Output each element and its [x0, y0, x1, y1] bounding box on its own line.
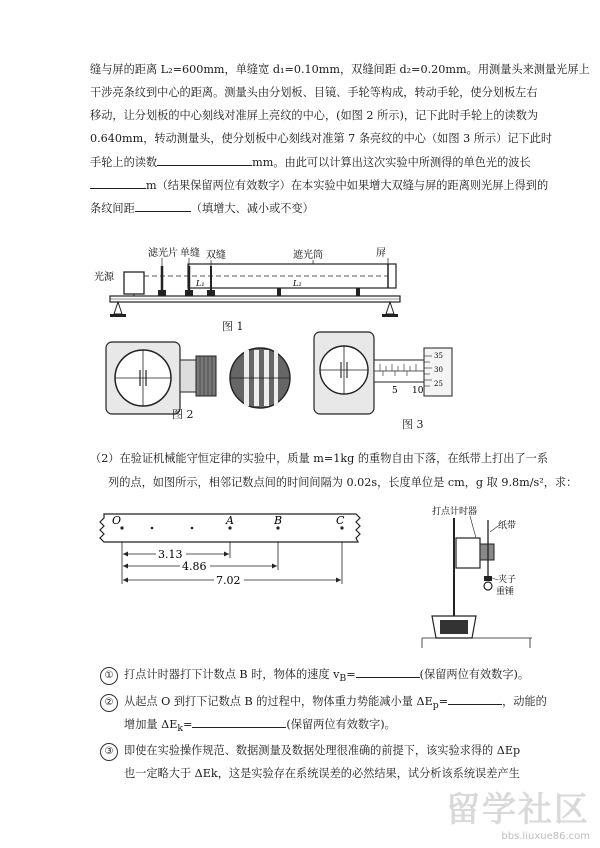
label-shade-tube: 遮光筒	[293, 250, 323, 261]
paper-tape-figure	[96, 508, 366, 590]
text: ，动能的	[502, 695, 547, 708]
question-2-line: 列的点，如图所示，相邻记数点间的时间间隔为 0.02s，长度单位是 cm，g 取 9.8m/s²，求：	[108, 476, 578, 489]
label-b: B	[274, 514, 283, 527]
label-tape: 纸带	[498, 521, 517, 531]
label-d2: 4.86	[182, 560, 207, 573]
text: 即使在实验操作规范、数据测量及数据处理很准确的前提下，该实验求得的 ΔEp	[124, 744, 521, 757]
figure-3-caption: 图 3	[402, 418, 424, 431]
label-a: A	[226, 514, 234, 527]
text: （填增大、减小或不变）	[190, 202, 314, 215]
item-number: ①	[100, 667, 118, 685]
answer-blank[interactable]	[448, 693, 502, 705]
hand-wheel	[196, 356, 216, 396]
text: =	[346, 668, 356, 681]
sub-question-3-cont	[124, 766, 520, 781]
answer-blank[interactable]	[90, 177, 146, 189]
figure-2-measuring-head	[104, 338, 304, 418]
clip	[484, 576, 492, 581]
bench-foot	[386, 302, 394, 314]
answer-blank[interactable]	[157, 154, 252, 166]
text: m（结果保留两位有效数字）在本实验中如果增大双缝与屏的距离则光屏上得到的	[146, 179, 549, 192]
label-o: O	[112, 514, 122, 527]
ticker-timer	[456, 538, 480, 568]
figure-1-caption: 图 1	[222, 320, 244, 333]
label-c: C	[336, 514, 345, 527]
figure-2-caption: 图 2	[172, 408, 194, 421]
sub-question-2-cont	[124, 716, 396, 736]
scale-label: 5	[392, 386, 398, 396]
watermark-url: bbs.liuxue86.com	[501, 831, 590, 842]
paragraph-line	[90, 154, 530, 170]
item-number: ②	[100, 694, 118, 712]
bench-foot	[114, 302, 122, 314]
label-l2: L₂	[293, 279, 302, 288]
label-d1: 3.13	[158, 548, 183, 561]
label-single-slit: 单缝	[180, 248, 200, 259]
text: (保留两位有效数字)。	[286, 718, 396, 731]
answer-blank[interactable]	[192, 716, 286, 728]
label-light-source: 光源	[94, 272, 114, 283]
item-number: ③	[100, 743, 118, 761]
heavy-weight	[484, 582, 492, 590]
text: 手轮上的读数	[90, 156, 158, 169]
text: =	[183, 718, 193, 731]
paragraph-line	[90, 200, 530, 216]
paragraph-line: 干涉亮条纹到中心的距离。测量头由分划板、目镜、手轮等构成，转动手轮，使分划板左右	[90, 86, 538, 99]
sub-question-3	[100, 743, 520, 761]
answer-blank[interactable]	[135, 200, 191, 212]
paragraph-line	[90, 177, 549, 193]
figure-3-reading	[312, 328, 457, 420]
text: 从起点 O 到打下记数点 B 的过程中，物体重力势能减小量 ΔE	[124, 695, 433, 708]
paragraph-line: 缝与屏的距离 L₂=600mm，单缝宽 d₁=0.10mm，双缝间距 d₂=0.20mm。用测量头来测量光屏上	[90, 63, 590, 76]
paragraph-line: 移动，让分划板的中心刻线对准屏上亮纹的中心，(如图 2 所示)，记下此时手轮上的读数为	[90, 109, 539, 122]
watermark	[446, 782, 590, 842]
figure-1-apparatus	[88, 238, 418, 330]
text: 也一定略大于 ΔEk，这是实验存在系统误差的必然结果，试分析该系统误差产生	[124, 767, 520, 780]
sub-question-1	[100, 666, 529, 686]
light-source-box	[124, 272, 144, 294]
ticker-timer-apparatus	[418, 498, 536, 650]
text: 打点计时器打下计数点 B 时，物体的速度 v	[124, 668, 340, 681]
label-double-slit: 双缝	[206, 250, 226, 261]
subscript: k	[177, 723, 184, 735]
paragraph-line: 0.640mm，转动测量头，使分划板中心刻线对准第 7 条亮纹的中心（如图 3 所示）记下此时	[90, 132, 553, 145]
label-timer: 打点计时器	[432, 507, 478, 517]
text: mm。由此可以计算出这次实验中所测得的单色光的波长	[252, 156, 531, 169]
text: (保留两位有效数字)。	[419, 668, 530, 681]
text: 条纹间距	[90, 202, 135, 215]
label-filter: 滤光片	[148, 248, 178, 259]
label-weight: 重锤	[496, 587, 515, 597]
scale-label: 10	[412, 386, 424, 396]
label-screen: 屏	[376, 248, 386, 259]
label-l1: L₁	[196, 279, 205, 288]
text: =	[438, 695, 449, 708]
collar	[180, 360, 196, 392]
sub-question-2	[100, 693, 547, 713]
watermark-logo: 留学社区	[446, 790, 590, 830]
label-d3: 7.02	[216, 574, 241, 587]
question-2-line: （2）在验证机械能守恒定律的实验中，质量 m=1kg 的重物自由下落，在纸带上打出了一系	[90, 452, 549, 465]
drum-label: 35	[434, 352, 443, 360]
label-clip: 夹子	[498, 575, 517, 585]
subscript: B	[339, 673, 347, 685]
text: 增加量 ΔE	[124, 718, 178, 731]
answer-blank[interactable]	[356, 666, 420, 678]
drum-label: 25	[434, 380, 443, 388]
subscript: p	[432, 700, 439, 712]
drum-label: 30	[434, 366, 443, 374]
